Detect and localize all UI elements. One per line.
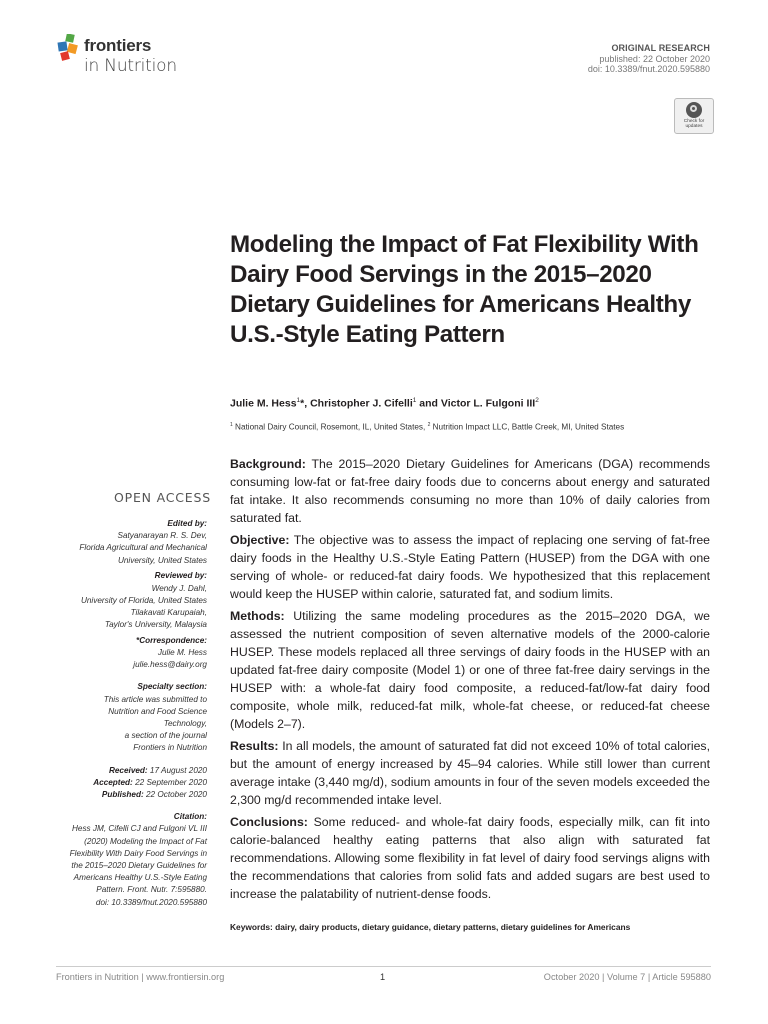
sidebar-line: the 2015–2020 Dietary Guidelines for [71, 861, 207, 871]
keywords: Keywords: dairy, dairy products, dietary guidance, dietary patterns, dietary guidelines for Americans [230, 922, 631, 932]
abstract-text: In all models, the amount of saturated fat did not exceed 10% of total calories, but the amount of energy increased by 45–94 calories. While still lower than current average intake (3,440 mg/d), sodium amounts in four of the seven models exceeded the 2,300 mg/d recommended intake level. [230, 739, 710, 807]
sidebar-line: Julie M. Hess [157, 648, 207, 658]
specialty-section [50, 681, 207, 754]
check-for-updates-badge[interactable] [674, 98, 714, 134]
date-value: 22 September 2020 [132, 777, 207, 787]
correspondence-label: *Correspondence: [136, 635, 207, 645]
sidebar-line: Taylor's University, Malaysia [104, 620, 207, 630]
abstract [230, 455, 710, 907]
affiliation: Nutrition Impact LLC, Battle Creek, MI, United States [430, 422, 625, 432]
sidebar-line: Wendy J. Dahl, [151, 583, 207, 593]
edited-by-label: Edited by: [167, 519, 207, 528]
abstract-text: Utilizing the same modeling procedures as the 2015–2020 DGA, we assessed the nutrient composition of seven alternative models of the 2000-calorie HUSEP. These models replaced all three servings of dairy foods in the HUSEP with an updated fat-free dairy composite (Model 1) or one of three fat-free dairy servings in the HUSEP with: a whole-fat dairy food composite, a reduced-fat/low-fat dairy food composite, whole milk, reduced-fat milk, whole-fat cheese, or reduced-fat cheese (Models 2–7). [230, 609, 710, 731]
abstract-label: Conclusions: [230, 815, 308, 829]
sidebar-line: Satyanarayan R. S. Dev, [117, 531, 207, 541]
dates-section [50, 765, 207, 802]
frontiers-logo-icon [56, 34, 82, 62]
author-sep: *, [300, 397, 311, 410]
sidebar-line: University, United States [117, 555, 207, 565]
author-name[interactable]: Julie M. Hess [230, 397, 297, 410]
sidebar-line: a section of the journal [124, 731, 207, 741]
sidebar-line: Flexibility With Dairy Food Servings in [69, 848, 207, 858]
specialty-label: Specialty section: [137, 682, 207, 692]
check-updates-icon [686, 102, 702, 118]
author-list [230, 397, 539, 410]
abstract-label: Results: [230, 739, 279, 753]
date-value: 22 October 2020 [143, 790, 207, 800]
brand-name: frontiers [84, 36, 152, 55]
affil-sup: 1 [230, 422, 233, 428]
author-sup: 2 [535, 397, 539, 404]
abstract-background [230, 455, 710, 527]
citation-section [50, 811, 207, 909]
abstract-objective [230, 531, 710, 603]
sidebar-line: This article was submitted to [103, 694, 207, 704]
date-label: Published: [101, 790, 144, 800]
sidebar-line[interactable]: doi: 10.3389/fnut.2020.595880 [95, 897, 207, 907]
page-number: 1 [380, 972, 386, 982]
reviewed-by-section [50, 570, 207, 631]
affiliations [230, 422, 624, 432]
abstract-conclusions [230, 813, 710, 903]
author-sep: and [416, 397, 441, 410]
correspondence-section [50, 635, 207, 672]
abstract-text: The objective was to assess the impact of replacing one serving of fat-free dairy foods in the Healthy U.S.-Style Eating Pattern (HUSEP) from the DGA with one serving of whole- or reduced-fat dairy foods. We hypothesized that this replacement would keep the HUSEP within calorie, saturated fat, and sodium limits. [230, 533, 710, 601]
abstract-results [230, 737, 710, 809]
author-sup: 1 [296, 397, 301, 404]
date-row [50, 765, 207, 777]
author-name[interactable]: Victor L. Fulgoni III [440, 397, 536, 410]
author-sup: 1 [412, 397, 417, 404]
correspondence-email[interactable]: julie.hess@dairy.org [133, 660, 207, 670]
article-title: Modeling the Impact of Fat Flexibility With Dairy Food Servings in the 2015–2020 Dietary Guidelines for Americans Healthy U.S.-Style Eating Pattern [230, 231, 699, 348]
abstract-label: Background: [230, 457, 306, 471]
affiliation: National Dairy Council, Rosemont, IL, United States, [232, 422, 428, 432]
abstract-methods [230, 607, 710, 733]
date-row [50, 789, 207, 801]
sidebar-line: Pattern. Front. Nutr. 7:595880. [96, 885, 207, 895]
sidebar-line: Technology, [163, 719, 207, 729]
abstract-label: Methods: [230, 609, 285, 623]
footer-journal-link[interactable]: Frontiers in Nutrition | www.frontiersin.org [56, 972, 225, 982]
sidebar-line: University of Florida, United States [80, 595, 207, 605]
check-updates-label: Check for updates [683, 119, 705, 130]
date-label: Received: [108, 765, 148, 775]
open-access-label: OPEN ACCESS [114, 490, 211, 505]
journal-logo[interactable] [56, 32, 196, 80]
sidebar-line: Tilakavati Karupaiah, [130, 607, 207, 617]
footer-article-info: October 2020 | Volume 7 | Article 595880 [543, 972, 711, 982]
abstract-text: Some reduced- and whole-fat dairy foods, especially milk, can fit into calorie-balanced healthy eating patterns that also align with saturated fat recommendations. Allowing some flexibility in fat level of dairy food servings aligns with the recommendations that calories from solid fats and added sugars are best used to increase the palatability of nutrient-dense foods. [230, 815, 710, 901]
sidebar-line: Frontiers in Nutrition [133, 743, 207, 753]
footer-divider [56, 966, 711, 967]
article-sidebar [50, 518, 207, 912]
sidebar-line: Nutrition and Food Science [108, 706, 207, 716]
sidebar-line: Hess JM, Cifelli CJ and Fulgoni VL III [72, 824, 207, 834]
date-value: 17 August 2020 [147, 765, 207, 775]
reviewed-by-label: Reviewed by: [154, 571, 207, 581]
author-name[interactable]: Christopher J. Cifelli [310, 397, 413, 410]
sidebar-line: Americans Healthy U.S.-Style Eating [73, 873, 207, 883]
affil-sup: 2 [427, 422, 431, 428]
journal-name: in Nutrition [84, 56, 177, 76]
date-row [50, 777, 207, 789]
citation-label: Citation: [173, 812, 207, 822]
article-meta [588, 43, 710, 75]
published-date: published: 22 October 2020 [599, 53, 710, 64]
sidebar-line: (2020) Modeling the Impact of Fat [84, 836, 207, 846]
edited-by-section [50, 518, 207, 567]
sidebar-line: Florida Agricultural and Mechanical [79, 543, 207, 553]
article-type: ORIGINAL RESEARCH [611, 43, 710, 53]
abstract-label: Objective: [230, 533, 290, 547]
date-label: Accepted: [93, 777, 133, 787]
abstract-text: The 2015–2020 Dietary Guidelines for Americans (DGA) recommends consuming low-fat or fat-free dairy foods due to concerns about energy and saturated fat intake. It also recommends consuming no more than 10% of daily calories from saturated fat. [230, 457, 710, 525]
article-doi[interactable]: doi: 10.3389/fnut.2020.595880 [587, 64, 710, 74]
